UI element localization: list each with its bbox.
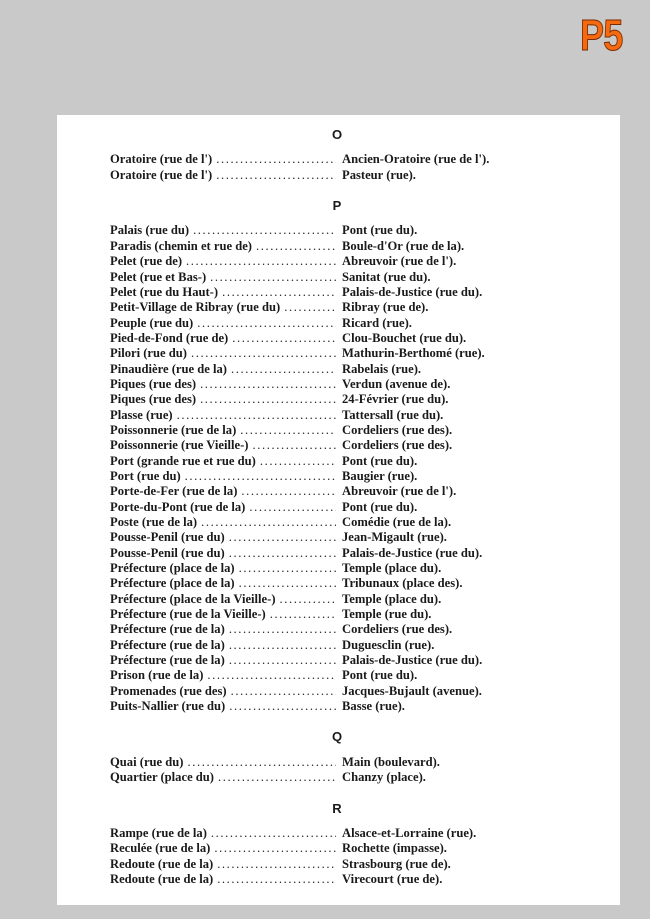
index-entry — [110, 423, 530, 438]
dot-leader — [229, 699, 336, 714]
dot-leader — [280, 592, 336, 607]
index-entry — [110, 826, 530, 841]
old-name-cell — [110, 638, 336, 653]
old-name: Pied-de-Fond (rue de) — [110, 330, 229, 345]
new-name: Cordeliers (rue des). — [342, 622, 453, 637]
section-q — [110, 729, 530, 785]
old-name-cell — [110, 392, 336, 407]
old-name-cell — [110, 576, 336, 591]
old-name-cell — [110, 454, 336, 469]
old-name-cell — [110, 668, 336, 683]
old-name: Porte-du-Pont (rue de la) — [110, 499, 246, 514]
new-name: Baugier (rue). — [342, 468, 418, 483]
old-name-cell — [110, 770, 336, 785]
dot-leader — [217, 872, 336, 887]
dot-leader — [249, 500, 336, 515]
index-entry — [110, 454, 530, 469]
dot-leader — [185, 469, 336, 484]
new-name: Strasbourg (rue de). — [342, 856, 451, 871]
old-name: Reculée (rue de la) — [110, 841, 211, 856]
index-entry — [110, 331, 530, 346]
index-entry — [110, 576, 530, 591]
old-name: Peuple (rue du) — [110, 315, 194, 330]
old-name-cell — [110, 438, 336, 453]
old-name: Oratoire (rue de l') — [110, 152, 213, 167]
old-name-cell — [110, 653, 336, 668]
old-name: Plasse (rue) — [110, 407, 173, 422]
index-entry — [110, 638, 530, 653]
old-name-cell — [110, 607, 336, 622]
dot-leader — [191, 346, 336, 361]
old-name-cell — [110, 872, 336, 887]
new-name: Temple (place du). — [342, 561, 442, 576]
new-name: Pont (rue du). — [342, 668, 418, 683]
old-name-cell — [110, 684, 336, 699]
old-name: Poissonnerie (rue de la) — [110, 422, 237, 437]
index-entry — [110, 546, 530, 561]
old-name: Pelet (rue de) — [110, 254, 183, 269]
old-name: Redoute (rue de la) — [110, 871, 214, 886]
dot-leader — [231, 684, 336, 699]
index-entry — [110, 755, 530, 770]
new-name: Comédie (rue de la). — [342, 515, 452, 529]
dot-leader — [177, 408, 336, 423]
index-entry — [110, 872, 530, 887]
new-name: Clou-Bouchet (rue du). — [342, 330, 467, 345]
new-name: Pont (rue du). — [342, 499, 418, 514]
index-entry — [110, 152, 530, 167]
dot-leader — [186, 254, 336, 269]
old-name: Quai (rue du) — [110, 754, 184, 769]
new-name: Rabelais (rue). — [342, 361, 422, 376]
old-name-cell — [110, 500, 336, 515]
old-name: Pousse-Penil (rue du) — [110, 545, 225, 560]
dot-leader — [207, 668, 336, 683]
old-name-cell — [110, 826, 336, 841]
old-name: Préfecture (place de la) — [110, 576, 235, 591]
old-name: Puits-Nallier (rue du) — [110, 699, 226, 714]
dot-leader — [239, 561, 336, 576]
street-index — [110, 127, 530, 902]
dot-leader — [229, 546, 336, 561]
dot-leader — [216, 168, 336, 183]
old-name-cell — [110, 168, 336, 183]
new-name: Pasteur (rue). — [342, 167, 416, 182]
old-name: Pelet (rue et Bas-) — [110, 269, 207, 284]
old-name: Palais (rue du) — [110, 223, 190, 238]
old-name: Quartier (place du) — [110, 770, 215, 785]
old-name: Piques (rue des) — [110, 392, 197, 407]
dot-leader — [229, 530, 336, 545]
new-name: Boule-d'Or (rue de la). — [342, 238, 465, 253]
dot-leader — [284, 300, 336, 315]
new-name: Sanitat (rue du). — [342, 269, 431, 284]
dot-leader — [218, 770, 336, 785]
index-entry — [110, 254, 530, 269]
old-name-cell — [110, 469, 336, 484]
dot-leader — [210, 270, 336, 285]
dot-leader — [193, 223, 336, 238]
index-entry — [110, 484, 530, 499]
index-entry — [110, 346, 530, 361]
index-entry — [110, 362, 530, 377]
old-name-cell — [110, 346, 336, 361]
index-entry — [110, 392, 530, 407]
new-name: Abreuvoir (rue de l'). — [342, 254, 457, 269]
old-name-cell — [110, 377, 336, 392]
dot-leader — [241, 484, 336, 499]
dot-leader — [231, 362, 336, 377]
old-name-cell — [110, 316, 336, 331]
index-entry — [110, 239, 530, 254]
scanned-page — [57, 115, 620, 905]
dot-leader — [270, 607, 336, 622]
old-name: Oratoire (rue de l') — [110, 167, 213, 182]
new-name: Alsace-et-Lorraine (rue). — [342, 825, 477, 840]
dot-leader — [216, 152, 336, 167]
old-name-cell — [110, 254, 336, 269]
dot-leader — [229, 653, 336, 668]
old-name: Préfecture (rue de la) — [110, 622, 225, 637]
new-name: Jean-Migault (rue). — [342, 530, 447, 545]
old-name-cell — [110, 530, 336, 545]
new-name: Duguesclin (rue). — [342, 637, 435, 652]
index-entry — [110, 377, 530, 392]
index-entry — [110, 699, 530, 714]
old-name-cell — [110, 223, 336, 238]
old-name-cell — [110, 699, 336, 714]
new-name: Ancien-Oratoire (rue de l'). — [342, 152, 490, 167]
dot-leader — [214, 841, 336, 856]
new-name: Cordeliers (rue des). — [342, 422, 453, 437]
index-entry — [110, 438, 530, 453]
old-name: Préfecture (rue de la) — [110, 637, 225, 652]
old-name-cell — [110, 270, 336, 285]
old-name: Pinaudière (rue de la) — [110, 361, 227, 376]
new-name: Chanzy (place). — [342, 770, 426, 785]
new-name: Verdun (avenue de). — [342, 376, 451, 391]
index-entry — [110, 684, 530, 699]
new-name: Tattersall (rue du). — [342, 407, 444, 422]
old-name-cell — [110, 484, 336, 499]
old-name: Rampe (rue de la) — [110, 825, 207, 840]
index-entry — [110, 285, 530, 300]
dot-leader — [253, 438, 336, 453]
dot-leader — [187, 755, 336, 770]
index-entry — [110, 223, 530, 238]
old-name-cell — [110, 239, 336, 254]
new-name: Abreuvoir (rue de l'). — [342, 484, 457, 499]
old-name: Porte-de-Fer (rue de la) — [110, 484, 238, 499]
old-name: Pilori (rue du) — [110, 346, 187, 361]
old-name: Poissonnerie (rue Vieille-) — [110, 438, 249, 453]
index-entry — [110, 770, 530, 785]
dot-leader — [197, 316, 336, 331]
section-r — [110, 801, 530, 888]
new-name: Rochette (impasse). — [342, 841, 447, 856]
dot-leader — [229, 638, 336, 653]
new-name: 24-Février (rue du). — [342, 392, 449, 407]
old-name-cell — [110, 515, 336, 530]
new-name: Virecourt (rue de). — [342, 871, 443, 886]
old-name: Pousse-Penil (rue du) — [110, 530, 225, 545]
dot-leader — [240, 423, 336, 438]
new-name: Basse (rue). — [342, 699, 405, 714]
page-label: P5 — [580, 11, 623, 60]
old-name-cell — [110, 857, 336, 872]
old-name: Préfecture (rue de la) — [110, 653, 225, 668]
section-letter: R — [332, 800, 342, 816]
new-name: Temple (place du). — [342, 591, 442, 606]
section-letter: P — [332, 198, 342, 214]
section-p — [110, 198, 530, 714]
dot-leader — [229, 622, 336, 637]
new-name: Cordeliers (rue des). — [342, 438, 453, 453]
dot-leader — [222, 285, 336, 300]
new-name: Tribunaux (place des). — [342, 576, 463, 591]
section-o — [110, 127, 530, 183]
old-name: Préfecture (place de la) — [110, 561, 235, 576]
dot-leader — [217, 857, 336, 872]
old-name-cell — [110, 408, 336, 423]
new-name: Jacques-Bujault (avenue). — [342, 683, 482, 698]
old-name: Petit-Village de Ribray (rue du) — [110, 300, 281, 315]
old-name: Port (grande rue et rue du) — [110, 453, 256, 468]
index-entry — [110, 300, 530, 315]
section-letter: O — [331, 127, 343, 142]
old-name: Pelet (rue du Haut-) — [110, 284, 219, 299]
old-name: Port (rue du) — [110, 468, 181, 483]
new-name: Temple (rue du). — [342, 607, 432, 622]
old-name-cell — [110, 152, 336, 167]
old-name: Paradis (chemin et rue de) — [110, 238, 252, 253]
index-entry — [110, 857, 530, 872]
new-name: Mathurin-Berthomé (rue). — [342, 346, 485, 361]
dot-leader — [200, 377, 336, 392]
index-entry — [110, 500, 530, 515]
old-name-cell — [110, 622, 336, 637]
index-entry — [110, 622, 530, 637]
dot-leader — [256, 239, 336, 254]
index-entry — [110, 561, 530, 576]
new-name: Ribray (rue de). — [342, 300, 429, 315]
old-name-cell — [110, 362, 336, 377]
old-name-cell — [110, 841, 336, 856]
old-name: Piques (rue des) — [110, 376, 197, 391]
old-name-cell — [110, 755, 336, 770]
new-name: Main (boulevard). — [342, 754, 440, 769]
old-name: Préfecture (place de la Vieille-) — [110, 591, 276, 606]
new-name: Pont (rue du). — [342, 223, 418, 238]
old-name-cell — [110, 546, 336, 561]
old-name-cell — [110, 300, 336, 315]
old-name: Préfecture (rue de la Vieille-) — [110, 607, 266, 622]
index-entry — [110, 316, 530, 331]
old-name-cell — [110, 423, 336, 438]
new-name: Palais-de-Justice (rue du). — [342, 545, 483, 560]
new-name: Ricard (rue). — [342, 315, 412, 330]
index-entry — [110, 668, 530, 683]
index-entry — [110, 270, 530, 285]
index-entry — [110, 607, 530, 622]
old-name-cell — [110, 561, 336, 576]
index-entry — [110, 408, 530, 423]
index-entry — [110, 469, 530, 484]
index-entry — [110, 530, 530, 545]
index-entry — [110, 168, 530, 183]
new-name: Pont (rue du). — [342, 453, 418, 468]
index-entry — [110, 841, 530, 856]
dot-leader — [239, 576, 336, 591]
old-name: Redoute (rue de la) — [110, 856, 214, 871]
new-name: Palais-de-Justice (rue du). — [342, 653, 483, 668]
old-name: Prison (rue de la) — [110, 668, 204, 683]
dot-leader — [260, 454, 336, 469]
old-name-cell — [110, 592, 336, 607]
old-name-cell — [110, 331, 336, 346]
section-letter: Q — [331, 729, 343, 745]
index-entry — [110, 592, 530, 607]
old-name-cell — [110, 285, 336, 300]
new-name: Palais-de-Justice (rue du). — [342, 284, 483, 299]
dot-leader — [201, 515, 336, 530]
old-name: Promenades (rue des) — [110, 683, 227, 698]
index-entry — [110, 653, 530, 668]
dot-leader — [211, 826, 336, 841]
index-entry — [110, 515, 530, 530]
dot-leader — [200, 392, 336, 407]
dot-leader — [232, 331, 336, 346]
old-name: Poste (rue de la) — [110, 515, 198, 529]
